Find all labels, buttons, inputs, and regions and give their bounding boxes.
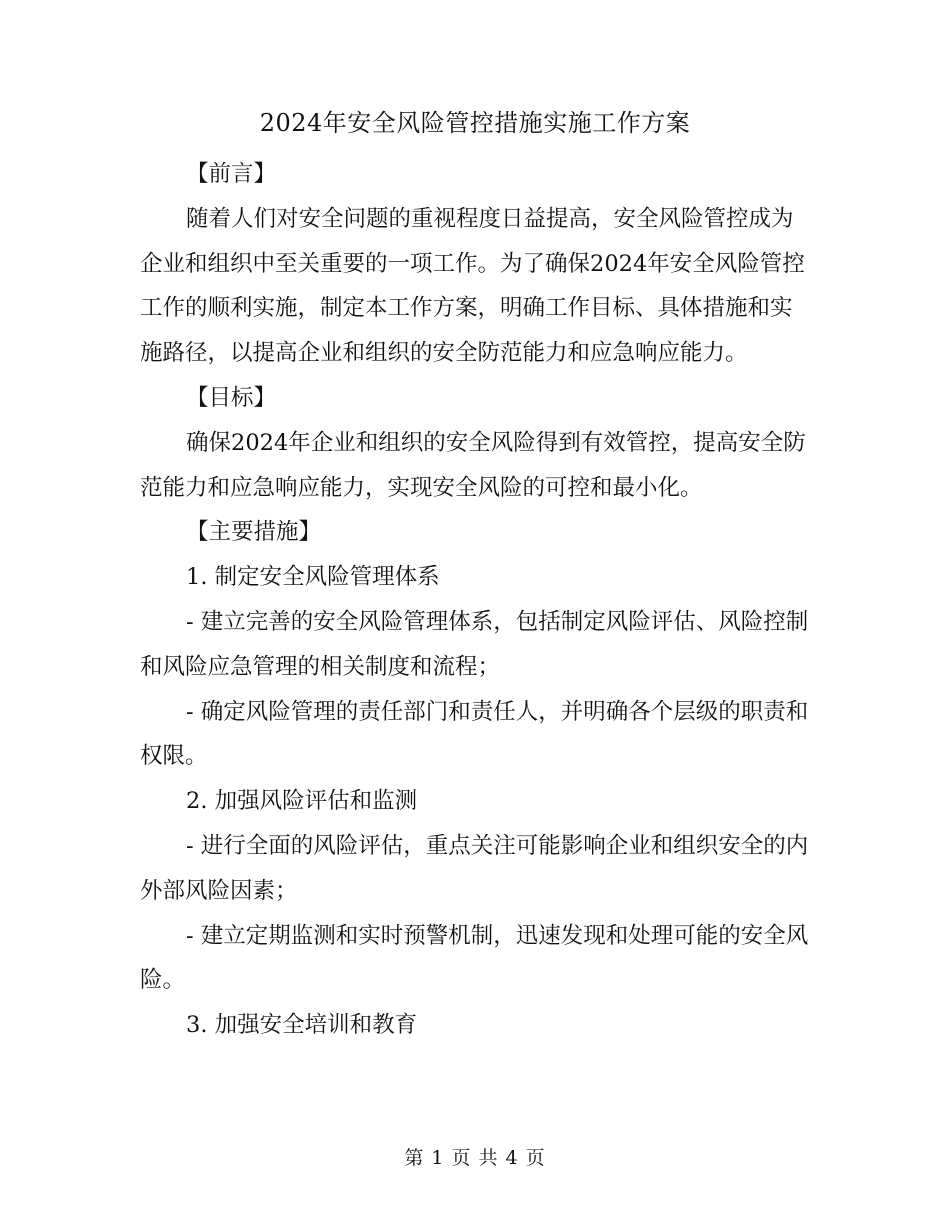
measure-bullet: - 确定风险管理的责任部门和责任人，并明确各个层级的职责和权限。 [140,698,809,770]
section-heading-goal: 【目标】 [186,384,277,411]
section-heading-preface: 【前言】 [186,161,277,187]
page-footer: 第 1 页 共 4 页 [404,1147,546,1169]
measure-item-1: 1. 制定安全风险管理体系 [186,564,440,591]
document-title: 2024年安全风险管控措施实施工作方案 [259,109,691,137]
paragraph-goal: 确保2024年企业和组织的安全风险得到有效管控，提高安全防范能力和应急响应能力，实现安全风险的可控和最小化。 [140,429,806,501]
document-body [140,152,812,1048]
section-heading-measures: 【主要措施】 [186,519,322,546]
measure-bullet: - 进行全面的风险评估，重点关注可能影响企业和组织安全的内外部风险因素； [140,832,809,904]
measure-item-3: 3. 加强安全培训和教育 [186,1012,418,1039]
paragraph-preface: 随着人们对安全问题的重视程度日益提高，安全风险管控成为企业和组织中至关重要的一项工作。为了确保2024年安全风险管控工作的顺利实施，制定本工作方案，明确工作目标、具体措施和实施路径，以提高企业和组织的安全防范能力和应急响应能力。 [140,205,805,367]
measure-item-2: 2. 加强风险评估和监测 [186,788,418,815]
measure-bullet: - 建立定期监测和实时预警机制，迅速发现和处理可能的安全风险。 [140,922,809,994]
measure-bullet: - 建立完善的安全风险管理体系，包括制定风险评估、风险控制和风险应急管理的相关制度和流程； [140,608,809,680]
